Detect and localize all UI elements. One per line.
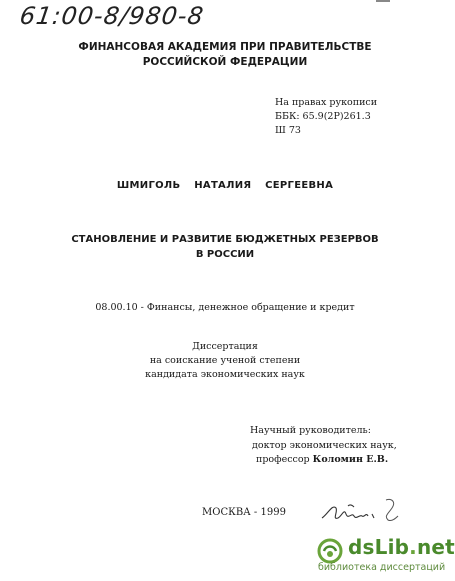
dslib-brand-main: dsLib — [348, 535, 410, 559]
dslib-brand — [348, 535, 455, 559]
rights-line-3: Ш 73 — [275, 125, 301, 136]
specialty-code: 08.00.10 - Финансы, денежное обращение и кредит — [95, 302, 355, 313]
dslib-brand-tld: net — [416, 535, 455, 559]
dslib-brand-dot: . — [409, 535, 417, 559]
supervisor-rank-name — [250, 453, 397, 468]
dslib-logo-icon — [316, 537, 344, 565]
supervisor-rank: профессор — [256, 454, 310, 465]
degree-line-1: Диссертация — [192, 341, 258, 352]
signature-handwritten — [318, 494, 408, 530]
city-year: МОСКВА - 1999 — [202, 507, 286, 518]
dslib-watermark — [316, 535, 455, 579]
rights-block — [275, 96, 377, 138]
dslib-caption: библиотека диссертаций — [318, 562, 446, 573]
supervisor-heading: Научный руководитель: — [250, 425, 371, 436]
rights-line-2: ББК: 65.9(2Р)261.3 — [275, 111, 371, 122]
supervisor-block — [250, 424, 397, 468]
corner-mark — [376, 0, 390, 2]
title-line-1: СТАНОВЛЕНИЕ И РАЗВИТИЕ БЮДЖЕТНЫХ РЕЗЕРВОВ — [71, 234, 379, 245]
degree-statement — [0, 340, 450, 382]
rights-line-1: На правах рукописи — [275, 97, 378, 108]
institution-line-1: ФИНАНСОВАЯ АКАДЕМИЯ ПРИ ПРАВИТЕЛЬСТВЕ — [78, 41, 372, 53]
degree-line-2: на соискание ученой степени — [149, 355, 301, 366]
degree-line-3: кандидата экономических наук — [145, 369, 305, 380]
supervisor-name: Коломин Е.В. — [312, 454, 389, 465]
dissertation-title — [0, 232, 450, 262]
title-line-2: В РОССИИ — [195, 249, 255, 260]
author-name: ШМИГОЛЬ НАТАЛИЯ СЕРГЕЕВНА — [116, 180, 334, 191]
institution-name — [0, 40, 450, 70]
institution-line-2: РОССИЙСКОЙ ФЕДЕРАЦИИ — [142, 56, 308, 68]
supervisor-degree: доктор экономических наук, — [252, 439, 397, 451]
archive-code-handwritten: 61:00-8/980-8 — [18, 2, 206, 30]
